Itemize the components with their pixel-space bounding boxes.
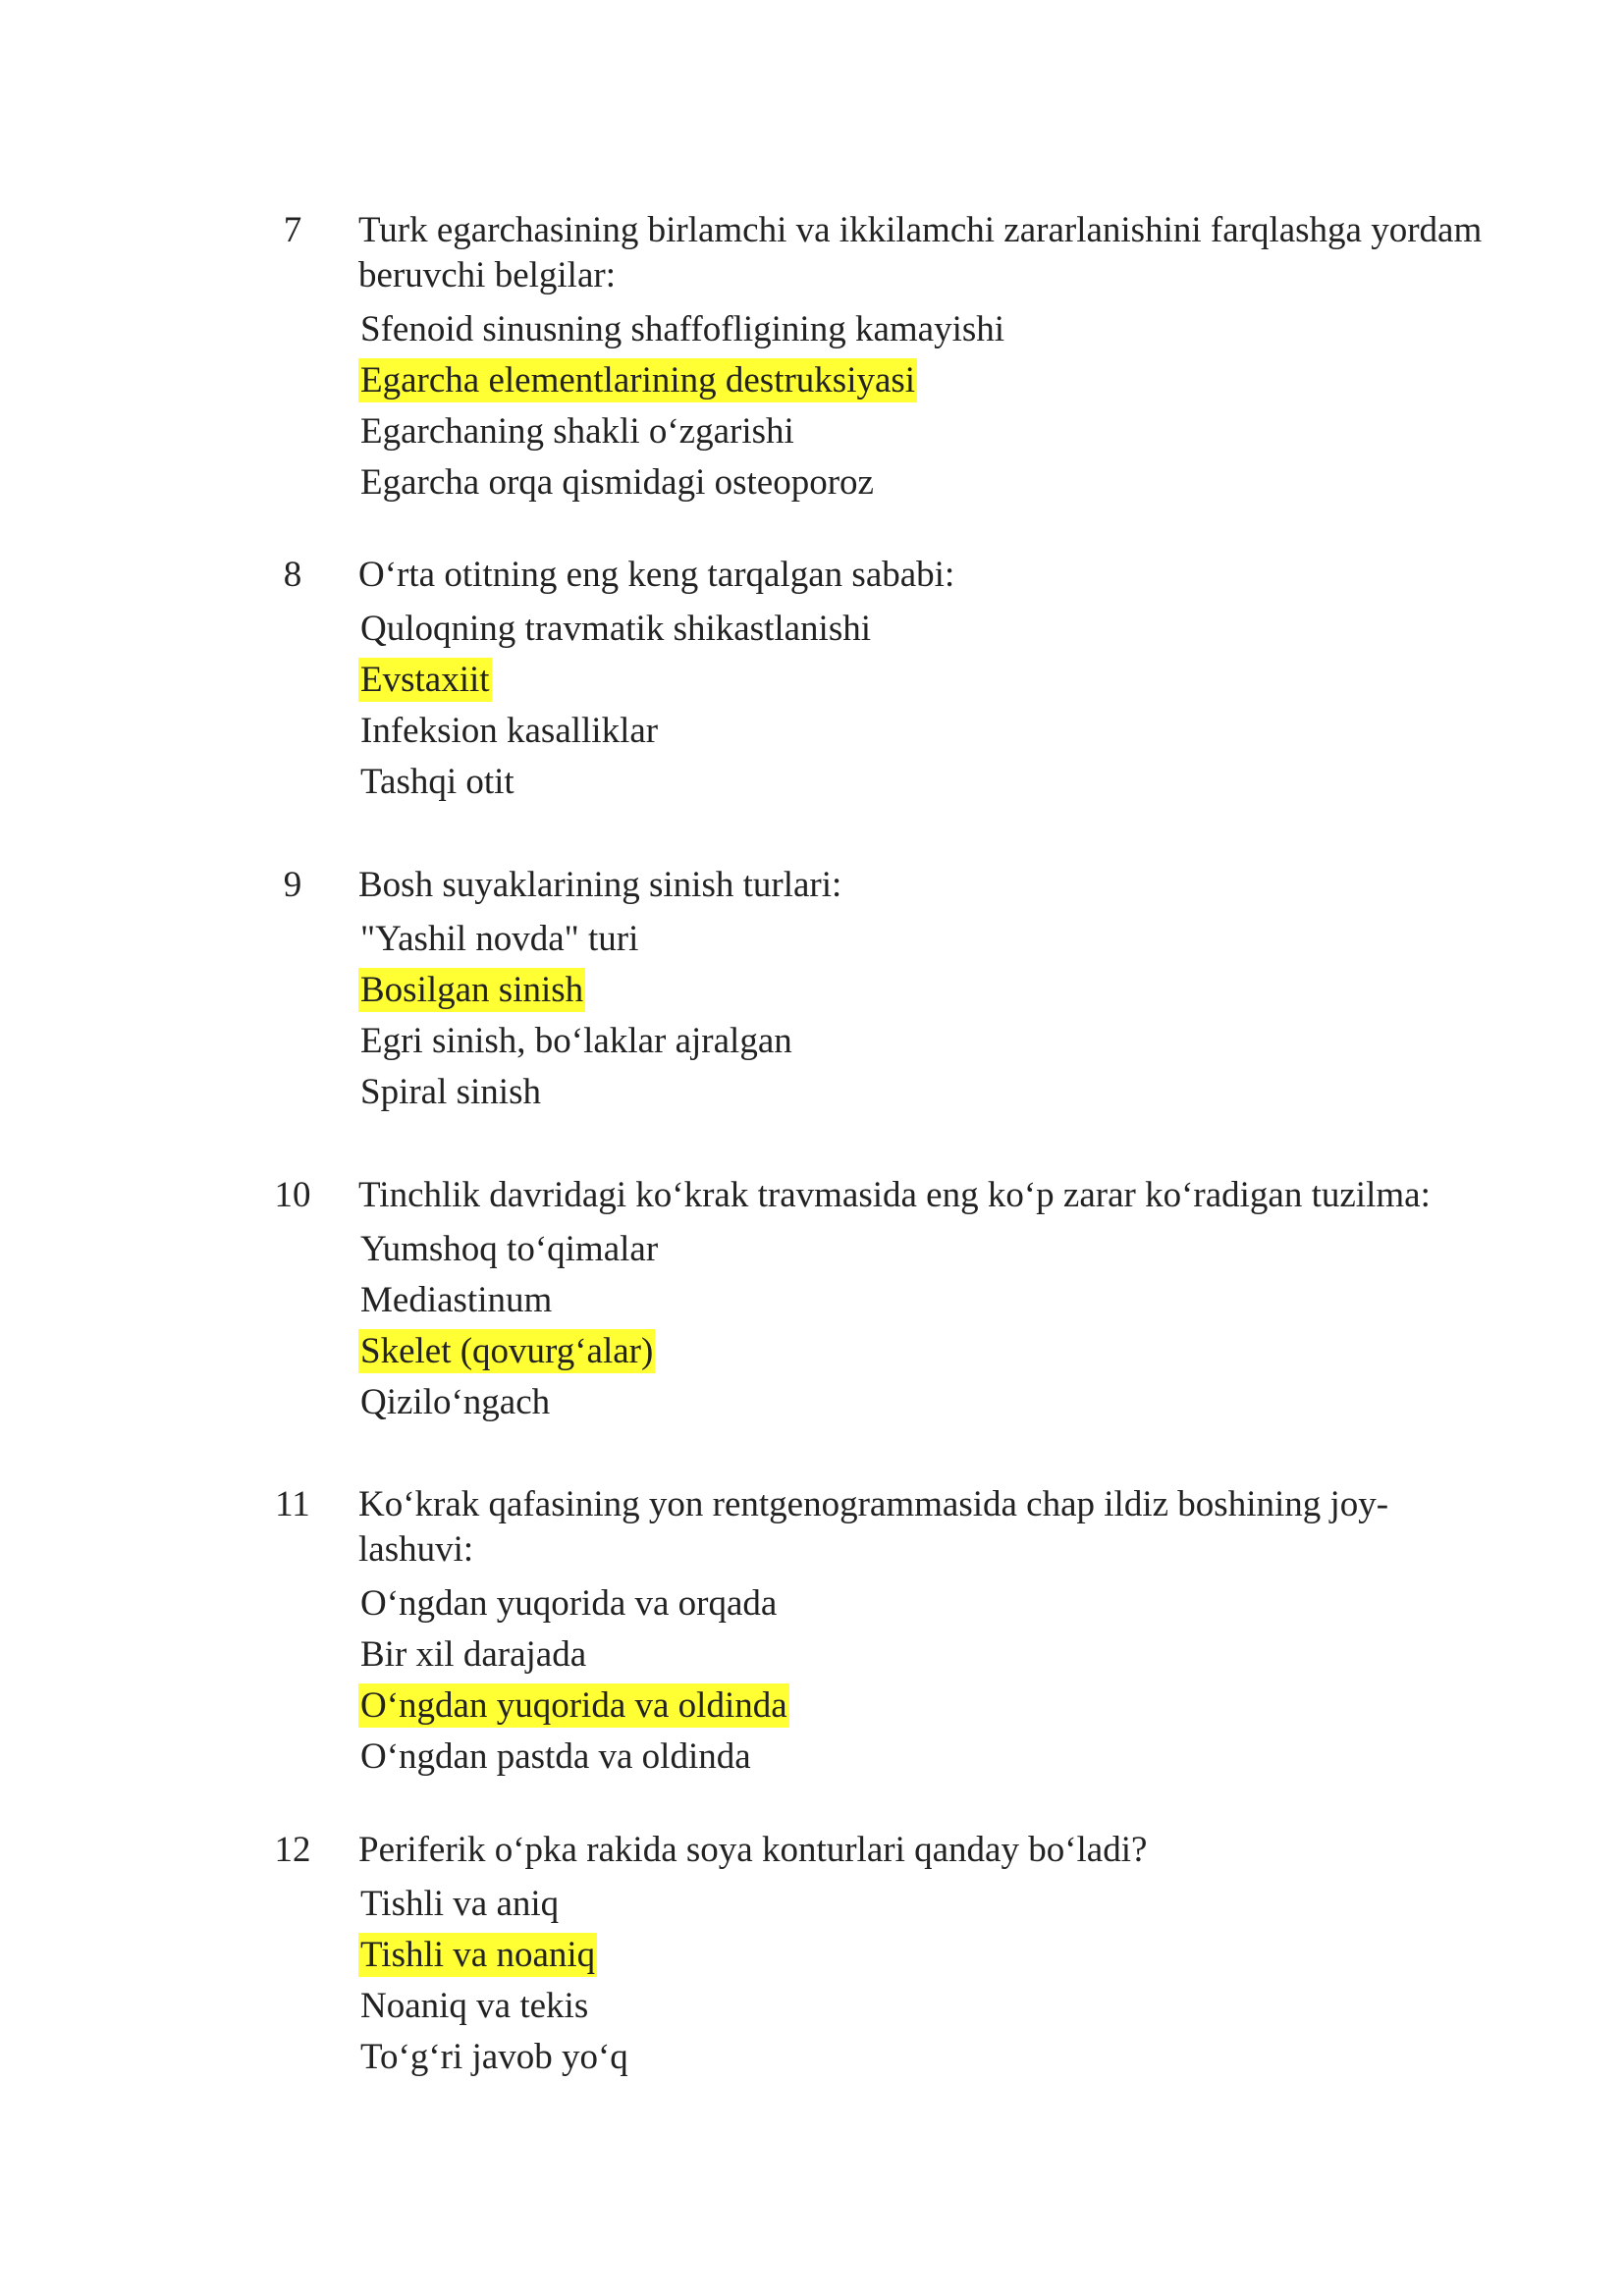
answer-options [358,914,1517,1118]
question-text: Turk egarchasining birlamchi va ikkilamchi zararlanishini farqlashga yordam beruvchi belgilar: [358,210,1483,295]
question-body [358,1173,1517,1428]
answer-option [358,1224,1517,1275]
answer-option-text: Egarcha elementlarining destruksiyasi [360,360,916,400]
answer-option-text: Spiral sinish [360,1072,541,1112]
answer-option [358,304,1517,355]
answer-option-text: Sfenoid sinusning shaffofligining kamayishi [360,309,1005,349]
answer-option [358,1981,1517,2032]
answer-option [358,1067,1517,1118]
answer-options [358,304,1517,508]
answer-option [358,1879,1517,1930]
answer-option-text: Egarchaning shakli o‘zgarishi [360,411,794,452]
answer-option-text: Quloqning travmatik shikastlanishi [360,609,872,649]
answer-option-text: Bosilgan sinish [360,970,584,1010]
answer-option [358,757,1517,808]
answer-option [358,1578,1517,1629]
answer-option-text: Egarcha orqa qismidagi osteoporoz [360,462,874,503]
answer-option-text: Egri sinish, bo‘laklar ajralgan [360,1021,792,1061]
answer-option-text: Bir xil darajada [360,1634,587,1675]
answer-option-text: Yumshoq to‘qimalar [360,1229,659,1269]
answer-option-text: Skelet (qovurg‘alar) [360,1331,654,1371]
question-number: 12 [274,1830,311,1870]
question-number: 10 [274,1175,311,1215]
answer-option-text: To‘g‘ri javob yo‘q [360,2037,628,2077]
question-text: Periferik o‘pka rakida soya konturlari qanday bo‘ladi? [358,1830,1148,1870]
answer-option [358,706,1517,757]
question-text: Tinchlik davridagi ko‘krak travmasida eng ko‘p zarar ko‘radigan tuzilma: [358,1175,1431,1215]
answer-option [358,406,1517,457]
answer-option-text: Noaniq va tekis [360,1986,589,2026]
answer-options [358,1879,1517,2083]
answer-option [358,604,1517,655]
answer-option [358,2032,1517,2083]
correct-answer-option [358,1681,1517,1732]
answer-option [358,914,1517,965]
answer-option-text: O‘ngdan yuqorida va orqada [360,1583,778,1624]
question-body [358,863,1517,1118]
correct-answer-option [358,1930,1517,1981]
answer-option-text: Tishli va noaniq [360,1935,596,1975]
question-text: Ko‘krak qafasining yon rentgenogrammasida chap ildiz boshining joy-lashuvi: [358,1484,1389,1570]
correct-answer-option [358,1326,1517,1377]
answer-option [358,1377,1517,1428]
answer-option [358,457,1517,508]
question-body [358,1828,1517,2083]
answer-option-text: "Yashil novda" turi [360,919,639,959]
question-number: 8 [283,555,302,595]
answer-option [358,1275,1517,1326]
question-number: 7 [283,210,302,250]
question-number: 9 [283,865,302,905]
correct-answer-option [358,965,1517,1016]
answer-option-text: Tashqi otit [360,762,514,802]
answer-option-text: Tishli va aniq [360,1884,560,1924]
answer-options [358,1578,1517,1783]
answer-option-text: O‘ngdan pastda va oldinda [360,1736,751,1777]
answer-option [358,1629,1517,1681]
answer-option-text: Evstaxiit [360,660,490,700]
question-body [358,553,1517,808]
answer-options [358,604,1517,808]
correct-answer-option [358,355,1517,406]
question-number: 11 [275,1484,310,1524]
answer-options [358,1224,1517,1428]
answer-option-text: O‘ngdan yuqorida va oldinda [360,1685,787,1726]
question-body [358,1482,1517,1783]
answer-option [358,1016,1517,1067]
correct-answer-option [358,655,1517,706]
answer-option-text: Qizilo‘ngach [360,1382,551,1422]
answer-option-text: Mediastinum [360,1280,553,1320]
answer-option [358,1732,1517,1783]
question-text: O‘rta otitning eng keng tarqalgan sababi: [358,555,955,595]
answer-option-text: Infeksion kasalliklar [360,711,659,751]
question-body [358,208,1517,508]
question-text: Bosh suyaklarining sinish turlari: [358,865,842,905]
